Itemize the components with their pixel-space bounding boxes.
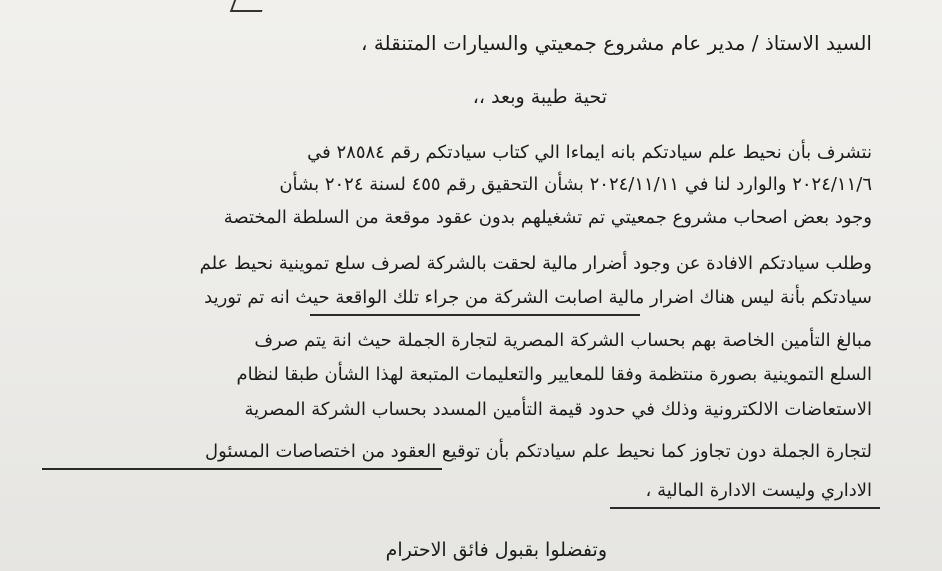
body-line-4: وطلب سيادتكم الافادة عن وجود أضرار مالية لحقت بالشركة لصرف سلع تموينية نحيط علم bbox=[199, 253, 872, 274]
body-line-3: وجود بعض اصحاب مشروع جمعيتي تم تشغيلهم بدون عقود موقعة من السلطة المختصة bbox=[223, 207, 872, 228]
body-line-6: مبالغ التأمين الخاصة بهم بحساب الشركة المصرية لتجارة الجملة حيث انة يتم صرف bbox=[254, 330, 872, 351]
addressee-line: السيد الاستاذ / مدير عام مشروع جمعيتي والسيارات المتنقلة ، bbox=[361, 31, 872, 55]
body-line-9: لتجارة الجملة دون تجاوز كما نحيط علم سيادتكم بأن توقيع العقود من اختصاصات المسئول bbox=[205, 441, 872, 462]
body-line-5: سيادتكم بأنة ليس هناك اضرار مالية اصابت الشركة من جراء تلك الواقعة حيث انه تم توريد bbox=[204, 287, 872, 308]
body-line-10: الاداري وليست الادارة المالية ، bbox=[645, 480, 872, 501]
pen-mark bbox=[230, 0, 266, 12]
body-line-1: نتشرف بأن نحيط علم سيادتكم بانه ايماءا الي كتاب سيادتكم رقم ٢٨٥٨٤ في bbox=[307, 142, 872, 163]
underline-2 bbox=[42, 468, 442, 470]
underline-1 bbox=[310, 314, 640, 316]
body-line-7: السلع التموينية بصورة منتظمة وفقا للمعايير والتعليمات المتبعة لهذا الشأن طبقا لنظام bbox=[236, 364, 872, 385]
body-line-8: الاستعاضات الالكترونية وذلك في حدود قيمة التأمين المسدد بحساب الشركة المصرية bbox=[244, 399, 872, 420]
body-line-2: ٢٠٢٤/١١/٦ والوارد لنا في ٢٠٢٤/١١/١١ بشأن التحقيق رقم ٤٥٥ لسنة ٢٠٢٤ بشأن bbox=[279, 174, 872, 195]
closing-line: وتفضلوا بقبول فائق الاحترام bbox=[385, 539, 607, 561]
underline-3 bbox=[610, 507, 880, 509]
greeting-line: تحية طيبة وبعد ،، bbox=[472, 86, 607, 108]
